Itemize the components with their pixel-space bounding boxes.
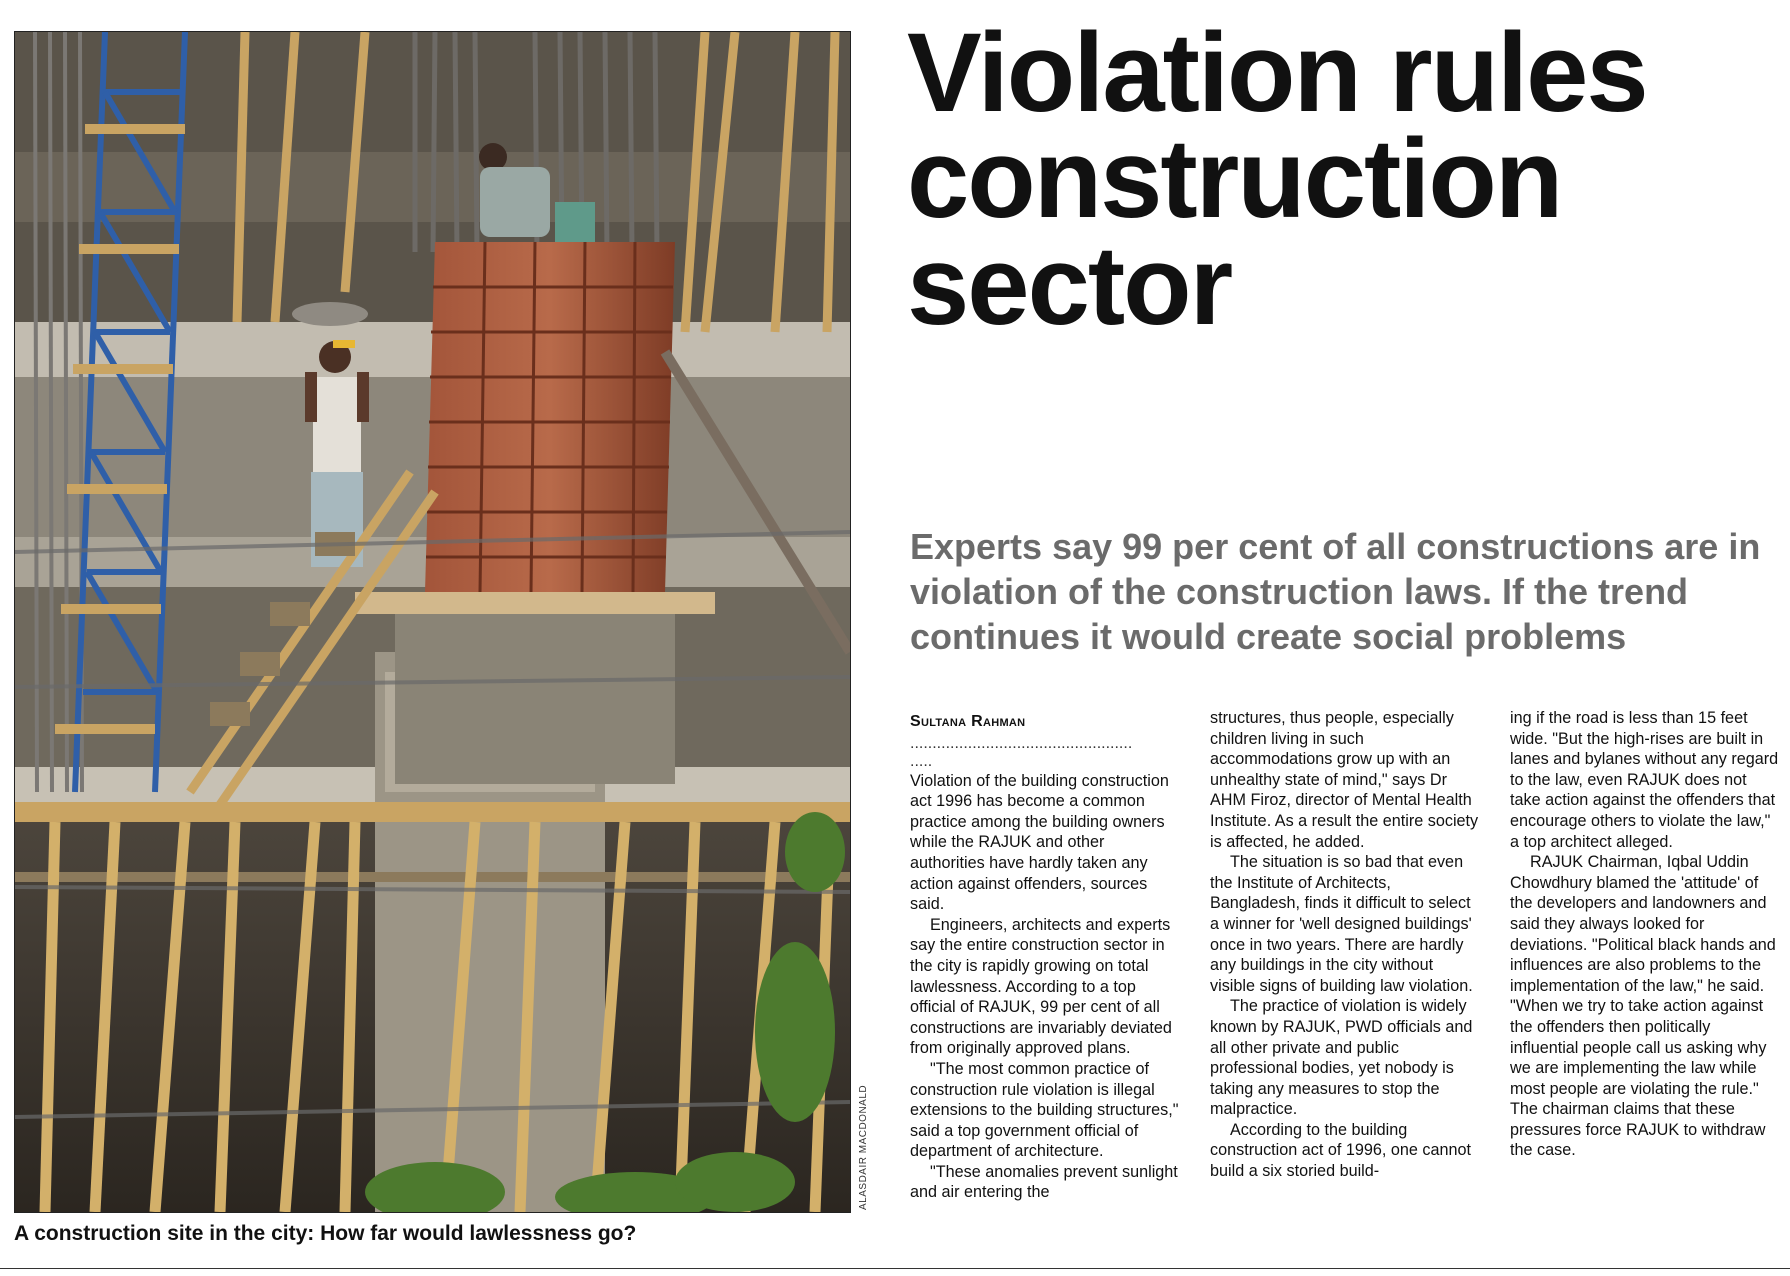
paragraph: "The most common practice of construction rule violation is illegal extensions to the building structures," said a top government official of department of architecture. [910,1059,1179,1161]
photo-credit: ALASDAIR MACDONALD [858,1084,869,1210]
byline-dots-2: ..... [910,752,933,770]
article-photo [14,31,851,1213]
article-body [910,708,1780,1243]
column-3 [1510,708,1780,1243]
paragraph: Violation of the building construction act 1996 has become a common practice among the building owners while the RAJUK and other authorities have hardly taken any action against offenders, sources said. [910,771,1169,914]
paragraph: According to the building construction act of 1996, one cannot build a six storied build- [1210,1120,1471,1181]
paragraph: The situation is so bad that even the Institute of Architects, Bangladesh, finds it difficult to select a winner for 'well designed buildings' once in two years. There are hardly any buildings in the city without visible signs of building law violation. [1210,853,1473,995]
construction-site-illustration [15,32,850,1212]
bottom-rule [0,1268,1790,1269]
paragraph: Engineers, architects and experts say the entire construction sector in the city is rapidly growing on total lawlessness. According to a top official of RAJUK, 99 per cent of all constructions are invariably deviated from originally approved plans. [910,915,1172,1058]
paragraph: RAJUK Chairman, Iqbal Uddin Chowdhury blamed the 'attitude' of the developers and landowners and said they always looked for deviations. "Political black hands and influences are also problems to the implementation of the law," he said. "When we try to take action against the offenders then politically influential people call us asking why we are implementing the law while most people are violating the rule." The chairman claims that these pressures force RAJUK to withdraw the case. [1510,853,1776,1160]
paragraph: ing if the road is less than 15 feet wide. "But the high-rises are built in lanes and bylanes without any regard to the law, even RAJUK does not take action against the offenders that encourage others to violate the law," a top architect alleged. [1510,709,1779,851]
photo-caption: A construction site in the city: How far would lawlessness go? [14,1222,637,1245]
paragraph: "These anomalies prevent sunlight and air entering the [910,1162,1178,1202]
paragraph: structures, thus people, especially children living in such accommodations grow up with an unhealthy state of mind," says Dr AHM Firoz, director of Mental Health Institute. As a result the entire society is affected, he added. [1210,709,1479,851]
byline [910,712,1180,733]
column-1 [910,708,1180,1243]
paragraph: The practice of violation is widely known by RAJUK, PWD officials and all other private and public professional bodies, yet nobody is taking any measures to stop the malpractice. [1210,997,1473,1119]
byline-dots: .................................................. [910,734,1133,752]
byline-name: Sultana Rahman [910,713,1026,730]
headline: Violation rules construction sector [907,10,1647,348]
column-2 [1210,708,1480,1243]
deck-subheading: Experts say 99 per cent of all constructions are in violation of the construction laws. If the trend continues it would create social problems [910,526,1761,657]
